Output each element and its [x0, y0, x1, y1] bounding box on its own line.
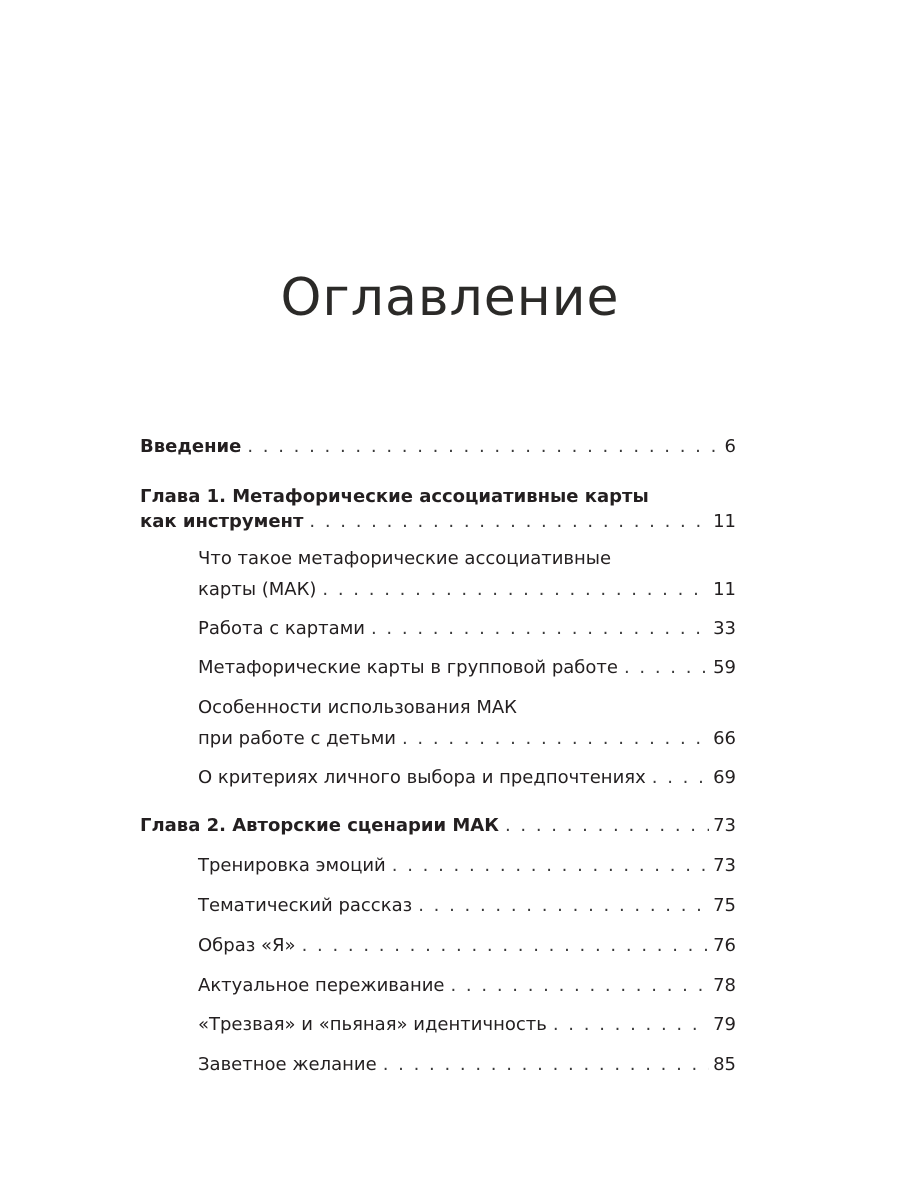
toc-page-number: 66: [713, 728, 736, 749]
toc-entry-label: «Трезвая» и «пьяная» идентичность: [198, 1014, 547, 1035]
toc-entry-intro[interactable]: [140, 434, 736, 460]
dot-leader: [247, 434, 720, 460]
toc-section[interactable]: [198, 1052, 736, 1078]
toc-section-line[interactable]: [198, 546, 611, 572]
toc-section[interactable]: [198, 726, 736, 752]
toc-chapter-1[interactable]: [140, 509, 736, 535]
dot-leader: [322, 577, 709, 603]
toc-entry-label: О критериях личного выбора и предпочтениях: [198, 767, 646, 788]
toc-chapter-1-title-line[interactable]: [140, 484, 649, 510]
toc-page-number: 11: [713, 511, 736, 532]
toc-page-number: 6: [724, 436, 736, 457]
dot-leader: [302, 933, 710, 959]
dot-leader: [450, 973, 709, 999]
toc-section[interactable]: [198, 853, 736, 879]
toc-entry-label: Что такое метафорические ассоциативные: [198, 548, 612, 569]
page-title: Оглавление: [280, 268, 620, 328]
toc-page-number: 59: [713, 657, 736, 678]
dot-leader: [652, 765, 709, 791]
toc-entry-label: Заветное желание: [198, 1054, 377, 1075]
toc-entry-label: при работе с детьми: [198, 728, 396, 749]
toc-entry-label: Глава 2. Авторские сценарии МАК: [140, 815, 499, 836]
toc-page-number: 73: [713, 815, 736, 836]
toc-section[interactable]: [198, 893, 736, 919]
dot-leader: [624, 655, 709, 681]
toc-section[interactable]: [198, 765, 736, 791]
toc-page-number: 76: [713, 935, 736, 956]
toc-entry-label: Глава 1. Метафорические ассоциативные карты: [140, 486, 649, 507]
toc-entry-label: как инструмент: [140, 511, 304, 532]
toc-page-number: 11: [713, 579, 736, 600]
toc-page-number: 78: [713, 975, 736, 996]
toc-page-number: 73: [713, 855, 736, 876]
toc-page-number: 85: [713, 1054, 736, 1075]
toc-entry-label: Образ «Я»: [198, 935, 296, 956]
toc-entry-label: Тематический рассказ: [198, 895, 413, 916]
toc-section[interactable]: [198, 577, 736, 603]
toc-entry-label: Метафорические карты в групповой работе: [198, 657, 618, 678]
toc-page-number: 79: [713, 1014, 736, 1035]
toc-section[interactable]: [198, 1012, 736, 1038]
dot-leader: [383, 1052, 709, 1078]
toc-entry-label: Тренировка эмоций: [198, 855, 386, 876]
dot-leader: [392, 853, 709, 879]
dot-leader: [553, 1012, 709, 1038]
toc-chapter-2[interactable]: [140, 813, 736, 839]
toc-entry-label: Введение: [140, 436, 242, 457]
dot-leader: [309, 509, 709, 535]
dot-leader: [371, 616, 709, 642]
toc-section[interactable]: [198, 933, 736, 959]
toc-section[interactable]: [198, 973, 736, 999]
toc-page-number: 33: [713, 618, 736, 639]
toc-section-line[interactable]: [198, 695, 517, 721]
toc-entry-label: карты (МАК): [198, 579, 317, 600]
toc-section[interactable]: [198, 616, 736, 642]
dot-leader: [505, 813, 709, 839]
toc-entry-label: Работа с картами: [198, 618, 365, 639]
toc-page-number: 75: [713, 895, 736, 916]
toc-entry-label: Особенности использования МАК: [198, 697, 517, 718]
toc-section[interactable]: [198, 655, 736, 681]
dot-leader: [418, 893, 709, 919]
dot-leader: [402, 726, 709, 752]
toc-page-number: 69: [713, 767, 736, 788]
toc-entry-label: Актуальное переживание: [198, 975, 445, 996]
